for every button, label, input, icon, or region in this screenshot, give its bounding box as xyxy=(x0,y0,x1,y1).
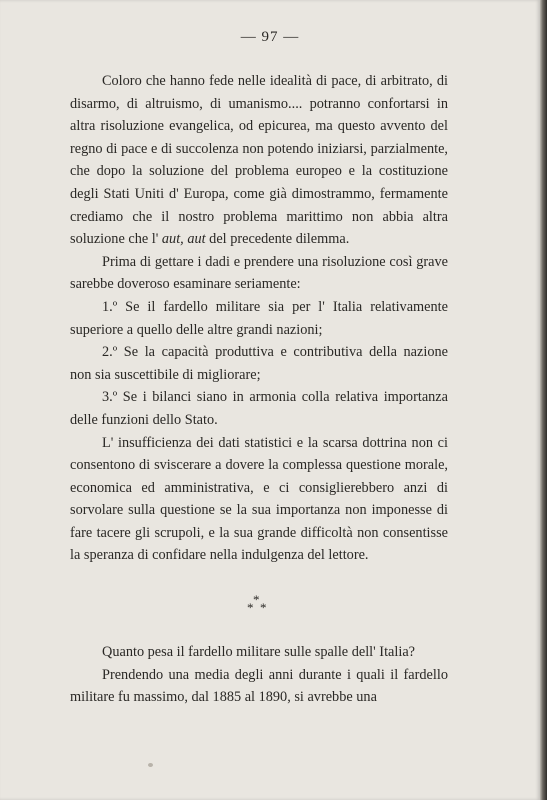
page-edge xyxy=(540,0,547,800)
paragraph-4: Quanto pesa il fardello militare sulle spalle dell' Italia? xyxy=(102,644,416,661)
list-item-2: 2.º Se la capacità produttiva e contributiva della nazione non sia suscettibile di migliorare; xyxy=(70,344,448,383)
page-number: — 97 — xyxy=(240,29,300,45)
ink-spot xyxy=(148,763,153,767)
paragraph-1: Coloro che hanno fede nelle idealità di pace, di arbitrato, di disarmo, di altruismo, di umanismo.... potranno confortarsi in altra risoluzione evangelica, od epicurea, ma questo avvento del regno di pace e di succolenza non potendo iniziarsi, parzialmente, che dopo la soluzione del problema europeo e la costituzione degli Stati Uniti d' Europa, come già dimostrammo, fermamente crediamo che il nostro problema marittimo non abbia altra soluzione che l' aut, aut del precedente dilemma. xyxy=(70,73,448,248)
paragraph-3: L' insufficienza dei dati statistici e la scarsa dottrina non ci consentono di sviscerare a dovere la complessa questione morale, economica ed amministrativa, e ci consiglierebbero anzi di sorvolare sulla questione se la sua importanza non imponesse di fare tacere gli scrupoli, e la sua grande difficoltà non consentisse la speranza di confidare nella indulgenza del lettore. xyxy=(70,434,448,564)
paragraph-2: Prima di gettare i dadi e prendere una risoluzione così grave sarebbe doveroso esaminare seriamente: xyxy=(70,253,448,293)
body-text xyxy=(70,70,448,709)
section-separator: * * * xyxy=(247,592,267,616)
list-item-3: 3.º Se i bilanci siano in armonia colla relativa importanza delle funzioni dello Stato. xyxy=(70,389,448,428)
italic-phrase: aut, aut xyxy=(161,231,206,248)
paragraph-5: Prendendo una media degli anni durante i quali il fardello militare fu massimo, dal 1885 al 1890, si avrebbe una xyxy=(70,666,448,706)
list-item-1: 1.º Se il fardello militare sia per l' Italia relativamente superiore a quello delle altre grandi nazioni; xyxy=(70,298,448,338)
